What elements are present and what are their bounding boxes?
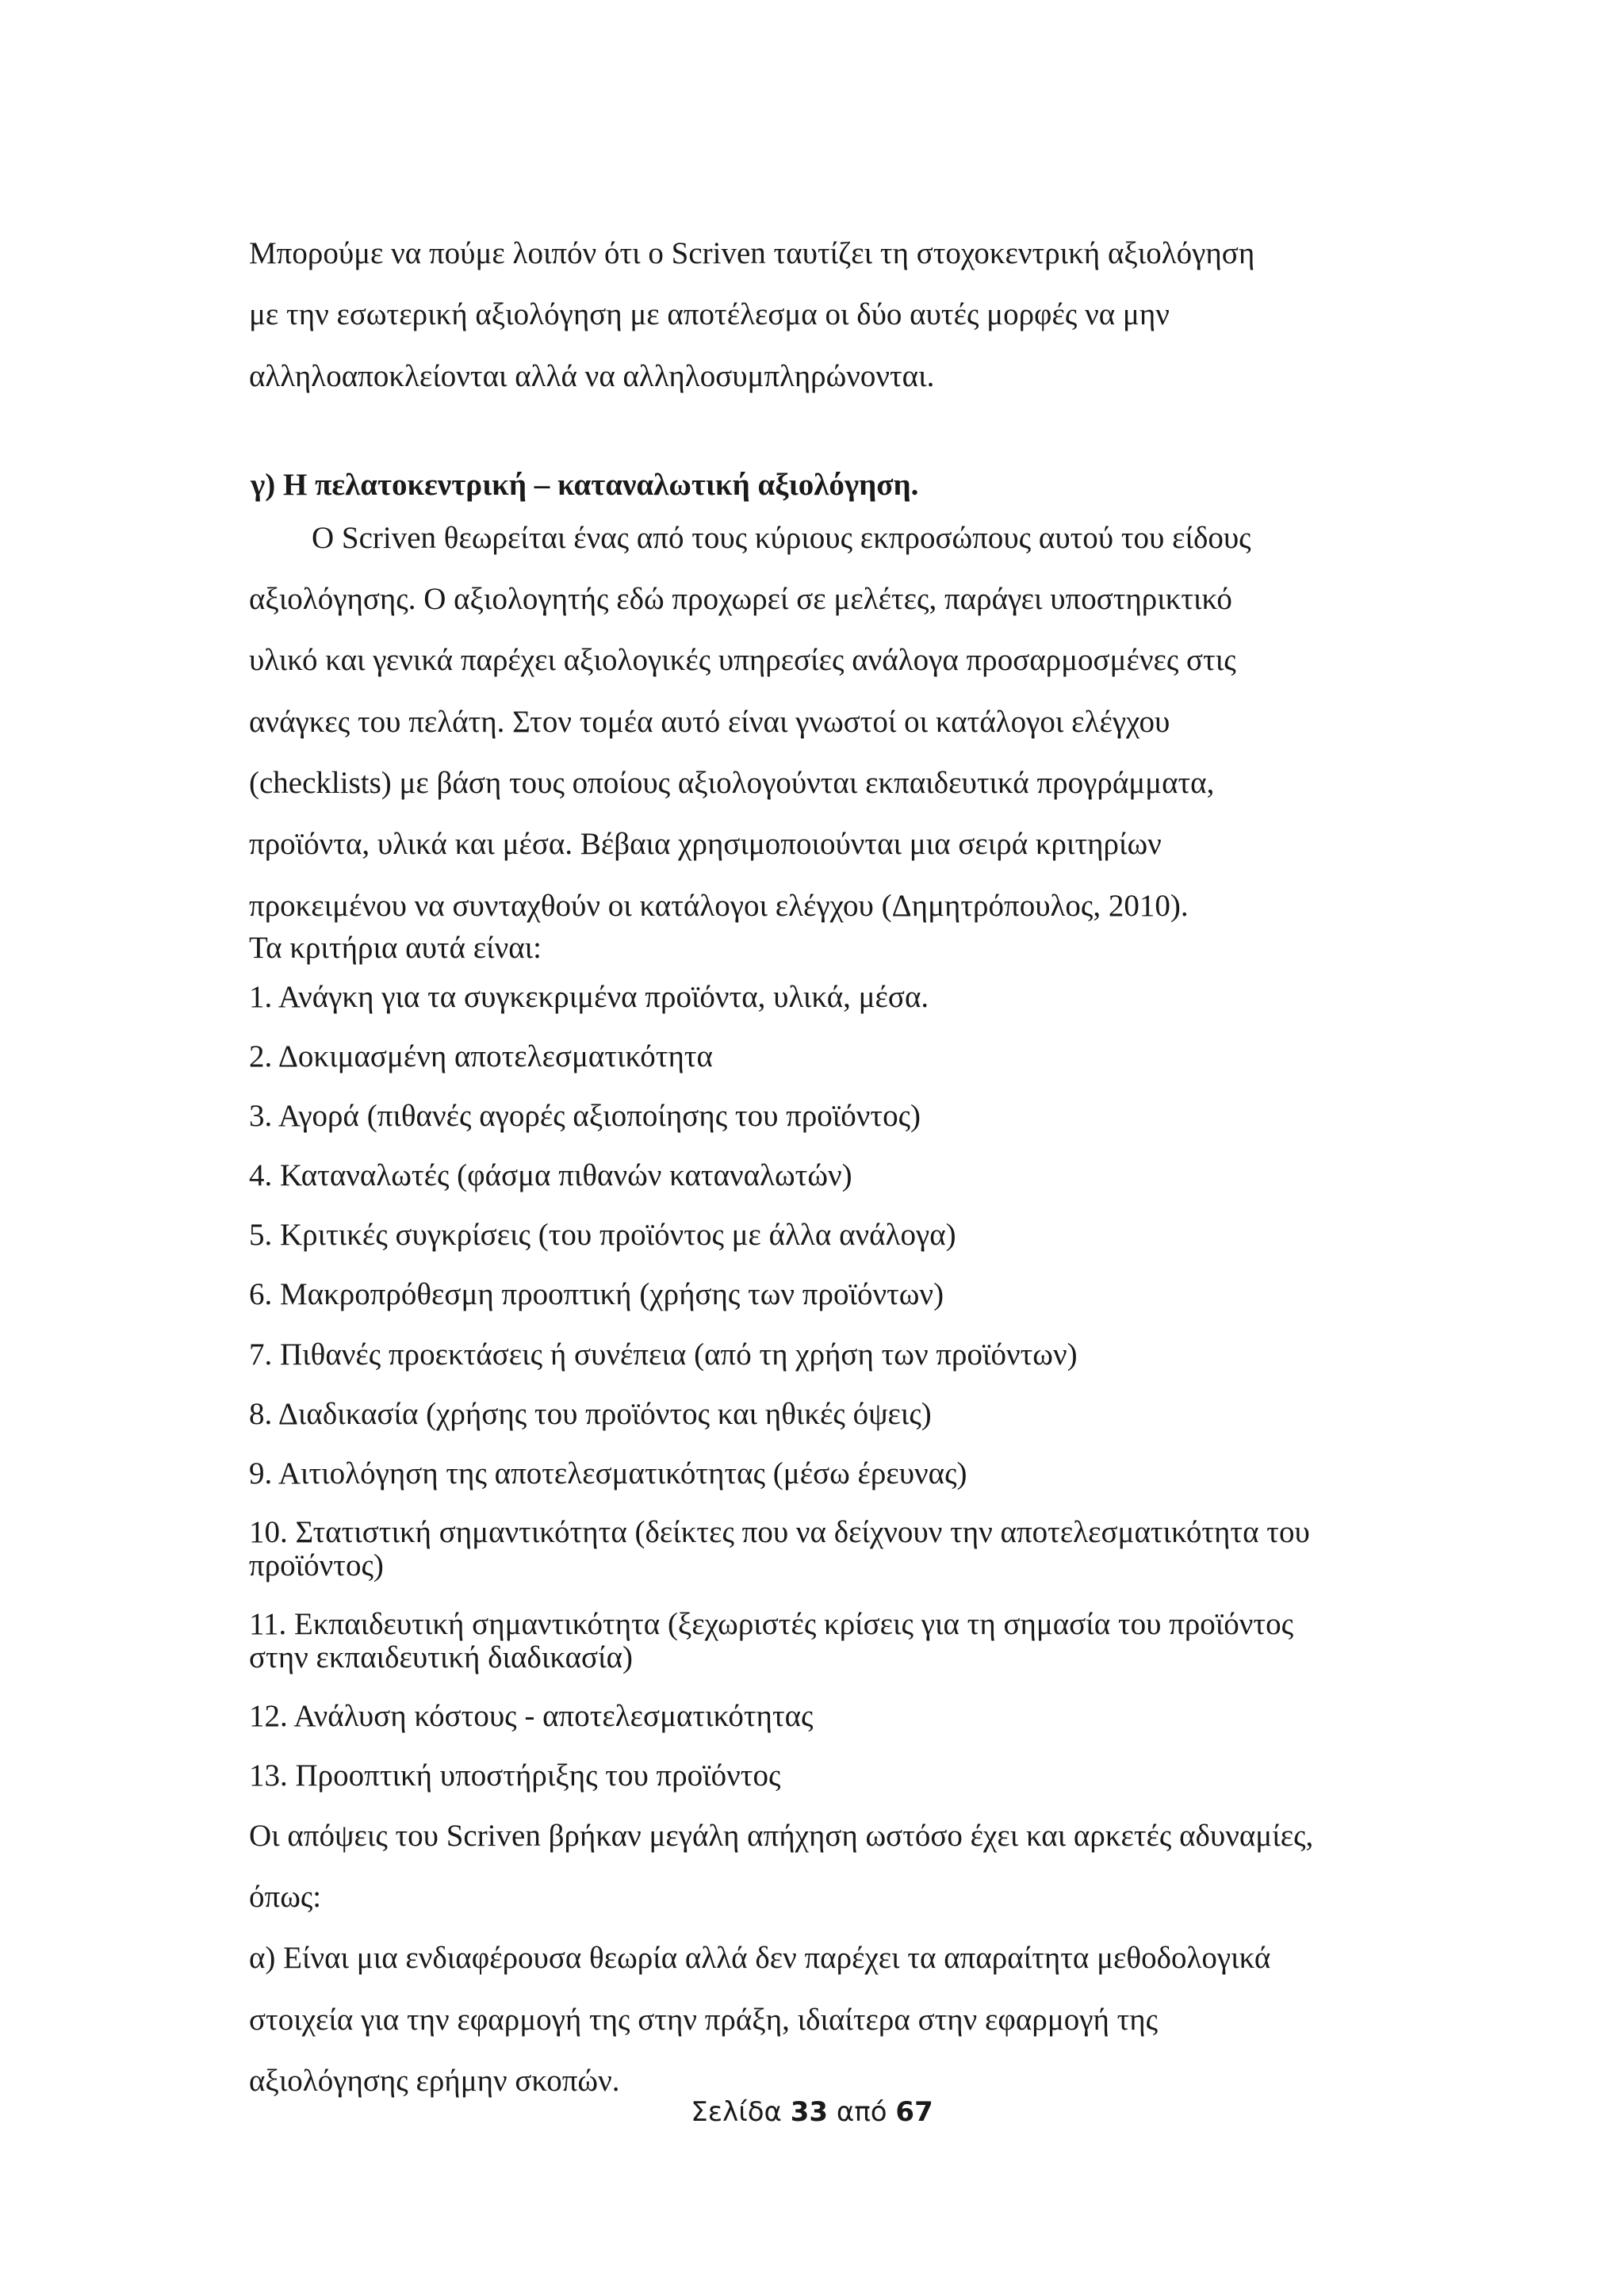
paragraph-line: Ο Scriven θεωρείται ένας από τους κύριους εκπροσώπους αυτού του είδους bbox=[312, 521, 1251, 555]
footer-middle: από bbox=[828, 2096, 896, 2128]
list-item: 8. Διαδικασία (χρήσης του προϊόντος και ηθικές όψεις) bbox=[249, 1397, 932, 1431]
list-item: 5. Κριτικές συγκρίσεις (του προϊόντος με άλλα ανάλογα) bbox=[249, 1218, 956, 1252]
text-line: με την εσωτερική αξιολόγηση με αποτέλεσμα οι δύο αυτές μορφές να μην bbox=[249, 297, 1170, 331]
list-item: στην εκπαιδευτική διαδικασία) bbox=[249, 1640, 633, 1674]
list-item: προϊόντος) bbox=[249, 1548, 384, 1582]
text-line: αλληλοαποκλείονται αλλά να αλληλοσυμπληρώνονται. bbox=[249, 359, 935, 393]
paragraph-line: αξιολόγησης. Ο αξιολογητής εδώ προχωρεί σε μελέτες, παράγει υποστηρικτικό bbox=[249, 582, 1232, 616]
list-item: 7. Πιθανές προεκτάσεις ή συνέπεια (από τη χρήση των προϊόντων) bbox=[249, 1337, 1078, 1372]
section-heading: γ) Η πελατοκεντρική – καταναλωτική αξιολόγηση. bbox=[251, 468, 919, 502]
closing-line: όπως: bbox=[249, 1880, 322, 1914]
paragraph-line: προϊόντα, υλικά και μέσα. Βέβαια χρησιμοποιούνται μια σειρά κριτηρίων bbox=[249, 827, 1162, 861]
list-item: 13. Προοπτική υποστήριξης του προϊόντος bbox=[249, 1758, 781, 1793]
list-item: 1. Ανάγκη για τα συγκεκριμένα προϊόντα, υλικά, μέσα. bbox=[249, 980, 929, 1014]
closing-line: στοιχεία για την εφαρμογή της στην πράξη, ιδιαίτερα στην εφαρμογή της bbox=[249, 2003, 1159, 2037]
list-item: 11. Εκπαιδευτική σημαντικότητα (ξεχωριστές κρίσεις για τη σημασία του προϊόντος bbox=[249, 1607, 1294, 1641]
paragraph-line: Τα κριτήρια αυτά είναι: bbox=[249, 931, 542, 965]
list-item: 9. Αιτιολόγηση της αποτελεσματικότητας (μέσω έρευνας) bbox=[249, 1456, 967, 1490]
list-item: 3. Αγορά (πιθανές αγορές αξιοποίησης του προϊόντος) bbox=[249, 1099, 921, 1133]
paragraph-line: προκειμένου να συνταχθούν οι κατάλογοι ελέγχου (Δημητρόπουλος, 2010). bbox=[249, 889, 1189, 923]
text-line: Μπορούμε να πούμε λοιπόν ότι ο Scriven ταυτίζει τη στοχοκεντρική αξιολόγηση bbox=[249, 236, 1255, 270]
current-page-number: 33 bbox=[790, 2096, 829, 2128]
paragraph-line: υλικό και γενικά παρέχει αξιολογικές υπηρεσίες ανάλογα προσαρμοσμένες στις bbox=[249, 643, 1236, 677]
list-item: 12. Ανάλυση κόστους - αποτελεσματικότητας bbox=[249, 1699, 814, 1733]
paragraph-line: ανάγκες του πελάτη. Στον τομέα αυτό είναι γνωστοί οι κατάλογοι ελέγχου bbox=[249, 705, 1170, 739]
list-item: 4. Καταναλωτές (φάσμα πιθανών καταναλωτών) bbox=[249, 1158, 852, 1192]
list-item: 6. Μακροπρόθεσμη προοπτική (χρήσης των προϊόντων) bbox=[249, 1277, 944, 1311]
closing-line: α) Είναι μια ενδιαφέρουσα θεωρία αλλά δεν παρέχει τα απαραίτητα μεθοδολογικά bbox=[249, 1941, 1271, 1975]
list-item: 2. Δοκιμασμένη αποτελεσματικότητα bbox=[249, 1039, 713, 1073]
closing-line: αξιολόγησης ερήμην σκοπών. bbox=[249, 2064, 620, 2098]
page-footer bbox=[0, 2096, 1624, 2128]
list-item: 10. Στατιστική σημαντικότητα (δείκτες που να δείχνουν την αποτελεσματικότητα του bbox=[249, 1515, 1310, 1549]
footer-prefix: Σελίδα bbox=[691, 2096, 791, 2128]
paragraph-line: (checklists) με βάση τους οποίους αξιολογούνται εκπαιδευτικά προγράμματα, bbox=[249, 766, 1215, 800]
total-page-count: 67 bbox=[895, 2096, 933, 2128]
closing-line: Οι απόψεις του Scriven βρήκαν μεγάλη απήχηση ωστόσο έχει και αρκετές αδυναμίες, bbox=[249, 1819, 1314, 1853]
